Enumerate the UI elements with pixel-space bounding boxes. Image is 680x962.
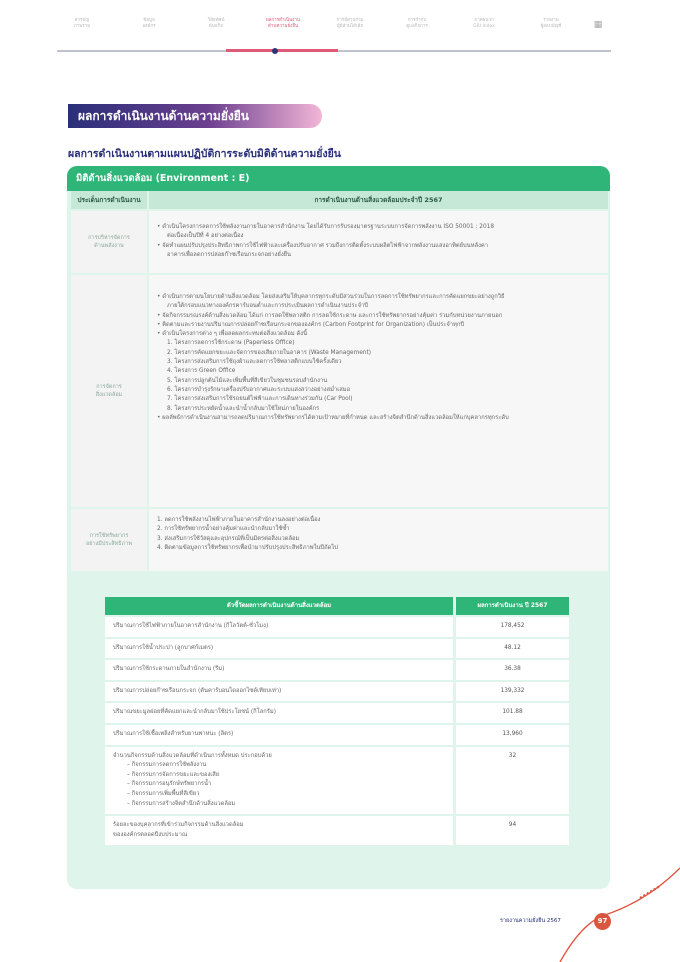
top-navigation (52, 18, 608, 38)
row-text-line: 1. โครงการลดการใช้กระดาษ (Paperless Office) (167, 340, 295, 347)
row-body-energy (149, 211, 608, 273)
nav-item[interactable]: การกำกับ ดูแลกิจการ (406, 18, 428, 29)
indicator-row (105, 725, 569, 745)
row-text-line: 2. โครงการคัดแยกขยะและจัดการของเสียภายในอาคาร (Waste Management) (167, 349, 371, 356)
indicator-table (105, 597, 569, 845)
row-text-line: • ติดตามและรายงานปริมาณการปล่อยก๊าซเรือนกระจกขององค์กร (Carbon Footprint for Organization) เป็นประจำทุกปี (157, 321, 465, 328)
indicator-label-line: – กิจกรรมการจัดการขยะและของเสีย (127, 771, 220, 778)
row-text-line: • จัดทำแผนปรับปรุงประสิทธิภาพการใช้ไฟฟ้าและเครื่องปรับอากาศ รวมถึงการติดตั้งระบบผลิตไฟฟ้าจากพลังงานแสงอาทิตย์บนหลังคา (157, 242, 489, 249)
section-title-banner: ผลการดำเนินงานด้านความยั่งยืน (68, 104, 322, 128)
row-text-line: 1. ลดการใช้พลังงานไฟฟ้าภายในอาคารสำนักงานลงอย่างต่อเนื่อง (157, 517, 321, 523)
indicator-label (105, 682, 453, 702)
nav-item[interactable]: วิสัยทัศน์ พันธกิจ (207, 18, 225, 29)
page-subheading: ผลการดำเนินงานตามแผนปฏิบัติการระดับมิติด้านความยั่งยืน (68, 148, 341, 160)
row-text-line: 6. โครงการบำรุงรักษาเครื่องปรับอากาศและระบบแสงสว่างอย่างสม่ำเสมอ (167, 386, 351, 393)
nav-item[interactable]: การมีส่วนร่วม ผู้มีส่วนได้เสีย (336, 18, 364, 29)
indicator-label (105, 639, 453, 659)
indicator-label (105, 617, 453, 637)
row-body-resources (149, 509, 608, 571)
indicator-header-value: ผลการดำเนินงาน ปี 2567 (456, 597, 569, 615)
nav-item[interactable]: ข้อมูล องค์กร (142, 18, 156, 29)
indicator-label-line: – กิจกรรมการเพิ่มพื้นที่สีเขียว (127, 790, 200, 797)
nav-active-indicator (226, 49, 338, 52)
indicator-label-line: ปริมาณการปล่อยก๊าซเรือนกระจก (ตันคาร์บอนไดออกไซด์เทียบเท่า) (113, 687, 282, 694)
indicator-label-line: ร้อยละของบุคลากรที่เข้าร่วมกิจกรรมด้านสิ่งแวดล้อม (113, 822, 244, 829)
row-text-line: 2. การใช้ทรัพยากรน้ำอย่างคุ้มค่าและนำกลับมาใช้ซ้ำ (157, 526, 290, 533)
indicator-value: 139,332 (456, 682, 569, 702)
nav-item[interactable]: สารบัญ ภาพรวม (73, 18, 91, 29)
row-text-line: อาคารเพื่อลดการปล่อยก๊าซเรือนกระจกอย่างยั่งยืน (167, 251, 292, 258)
indicator-value: 94 (456, 816, 569, 845)
row-text-line: • ดำเนินโครงการต่าง ๆ เพื่อลดผลกระทบต่อสิ่งแวดล้อม ดังนี้ (157, 331, 308, 338)
indicator-value: 178,452 (456, 617, 569, 637)
column-header-topic: ประเด็นการดำเนินงาน (71, 191, 147, 209)
indicator-label-line: – กิจกรรมการสร้างจิตสำนึกด้านสิ่งแวดล้อม (127, 800, 236, 807)
indicator-label-line: ขององค์กรตลอดปีงบประมาณ (113, 831, 188, 838)
indicator-label-line: ปริมาณการใช้น้ำประปา (ลูกบาศก์เมตร) (113, 644, 214, 651)
indicator-label-line: จำนวนกิจกรรมด้านสิ่งแวดล้อมที่ดำเนินการทั้งหมด ประกอบด้วย (113, 752, 272, 759)
indicator-value: 36.38 (456, 660, 569, 680)
indicator-row (105, 747, 569, 815)
indicator-row (105, 682, 569, 702)
row-text-line: 3. ส่งเสริมการใช้วัสดุและอุปกรณ์ที่เป็นมิตรต่อสิ่งแวดล้อม (157, 535, 300, 542)
page-number: 97 (594, 913, 611, 930)
indicator-header-label: ตัวชี้วัดผลการดำเนินงานด้านสิ่งแวดล้อม (105, 597, 453, 615)
indicator-row (105, 660, 569, 680)
footer-report-name: รายงานความยั่งยืน 2567 (500, 918, 561, 924)
row-label-resources: การใช้ทรัพยากร อย่างมีประสิทธิภาพ (71, 509, 147, 571)
indicator-label (105, 703, 453, 723)
nav-active-dot (272, 48, 278, 54)
indicator-table-header (105, 597, 569, 615)
indicator-label-line: ปริมาณขยะมูลฝอยที่คัดแยกและนำกลับมาใช้ประโยชน์ (กิโลกรัม) (113, 709, 276, 716)
indicator-label (105, 660, 453, 680)
row-text-line: • ดำเนินการตามนโยบายด้านสิ่งแวดล้อม โดยส่งเสริมให้บุคลากรทุกระดับมีส่วนร่วมในการลดการใช้ทรัพยากรและการคัดแยกขยะอย่างถูกวิธี (157, 294, 505, 300)
row-text-line: 3. โครงการส่งเสริมการใช้ถุงผ้าและลดการใช้พลาสติกแบบใช้ครั้งเดียว (167, 359, 342, 366)
row-label-environment: การจัดการ สิ่งแวดล้อม (71, 275, 147, 507)
indicator-label-line: ปริมาณการใช้เชื้อเพลิงสำหรับยานพาหนะ (ลิตร) (113, 730, 234, 737)
row-label-energy: การบริหารจัดการ ด้านพลังงาน (71, 211, 147, 273)
indicator-label-line: ปริมาณการใช้ไฟฟ้าภายในอาคารสำนักงาน (กิโลวัตต์-ชั่วโมง) (113, 623, 269, 629)
indicator-label (105, 747, 453, 815)
indicator-value: 101.88 (456, 703, 569, 723)
row-text-line: • ผลลัพธ์การดำเนินงานสามารถลดปริมาณการใช้ทรัพยากรได้ตามเป้าหมายที่กำหนด และสร้างจิตสำนึกด้านสิ่งแวดล้อมให้แก่บุคลากรทุกระดับ (157, 414, 509, 421)
indicator-value: 48.12 (456, 639, 569, 659)
card-title: มิติด้านสิ่งแวดล้อม (Environment : E) (67, 166, 610, 191)
nav-item[interactable]: ภาคผนวก GRI Index (473, 18, 495, 29)
nav-item[interactable]: ผลการดำเนินงาน ด้านความยั่งยืน (265, 18, 300, 29)
row-text-line: 4. โครงการ Green Office (167, 368, 236, 375)
column-header-details: การดำเนินงานด้านสิ่งแวดล้อมประจำปี 2567 (149, 191, 608, 209)
indicator-label-line: ปริมาณการใช้กระดาษภายในสำนักงาน (รีม) (113, 666, 225, 673)
row-text-line: 5. โครงการปลูกต้นไม้และเพิ่มพื้นที่สีเขียวในชุมชนรอบสำนักงาน (167, 377, 328, 384)
indicator-row (105, 703, 569, 723)
row-body-environment (149, 275, 608, 507)
row-text-line: • ดำเนินโครงการลดการใช้พลังงานภายในอาคารสำนักงาน โดยได้รับการรับรองมาตรฐานระบบการจัดการพลังงาน ISO 50001 : 2018 (157, 224, 495, 230)
indicator-value: 13,960 (456, 725, 569, 745)
indicator-row (105, 816, 569, 845)
indicator-row (105, 617, 569, 637)
indicator-label-line: – กิจกรรมการลดการใช้พลังงาน (127, 762, 207, 769)
indicator-row (105, 639, 569, 659)
indicator-label (105, 725, 453, 745)
row-text-line: 4. ติดตามข้อมูลการใช้ทรัพยากรเพื่อนำมาปรับปรุงประสิทธิภาพในปีถัดไป (157, 544, 338, 551)
nav-item[interactable]: รายงาน ผู้สอบบัญชี (540, 18, 562, 29)
indicator-label-line: – กิจกรรมการอนุรักษ์ทรัพยากรน้ำ (127, 781, 212, 788)
row-text-line: ต่อเนื่องเป็นปีที่ 4 อย่างต่อเนื่อง (167, 233, 244, 240)
grid-menu-icon[interactable]: ▦ (593, 20, 603, 30)
row-text-line: 8. โครงการประหยัดน้ำและนำน้ำกลับมาใช้ใหม่ภายในองค์กร (167, 405, 320, 412)
row-text-line: • จัดกิจกรรมรณรงค์ด้านสิ่งแวดล้อม ได้แก่ การลดใช้พลาสติก การลดใช้กระดาษ และการใช้ทรัพยากรอย่างคุ้มค่า ร่วมกับหน่วยงานภายนอก (157, 312, 503, 319)
row-text-line: 7. โครงการส่งเสริมการใช้รถยนต์ไฟฟ้าและการเดินทางร่วมกัน (Car Pool) (167, 396, 353, 403)
indicator-label (105, 816, 453, 845)
indicator-value: 32 (456, 747, 569, 815)
row-text-line: ภายใต้กรอบแนวทางองค์กรคาร์บอนต่ำและการประเมินผลการดำเนินงานประจำปี (167, 303, 368, 310)
